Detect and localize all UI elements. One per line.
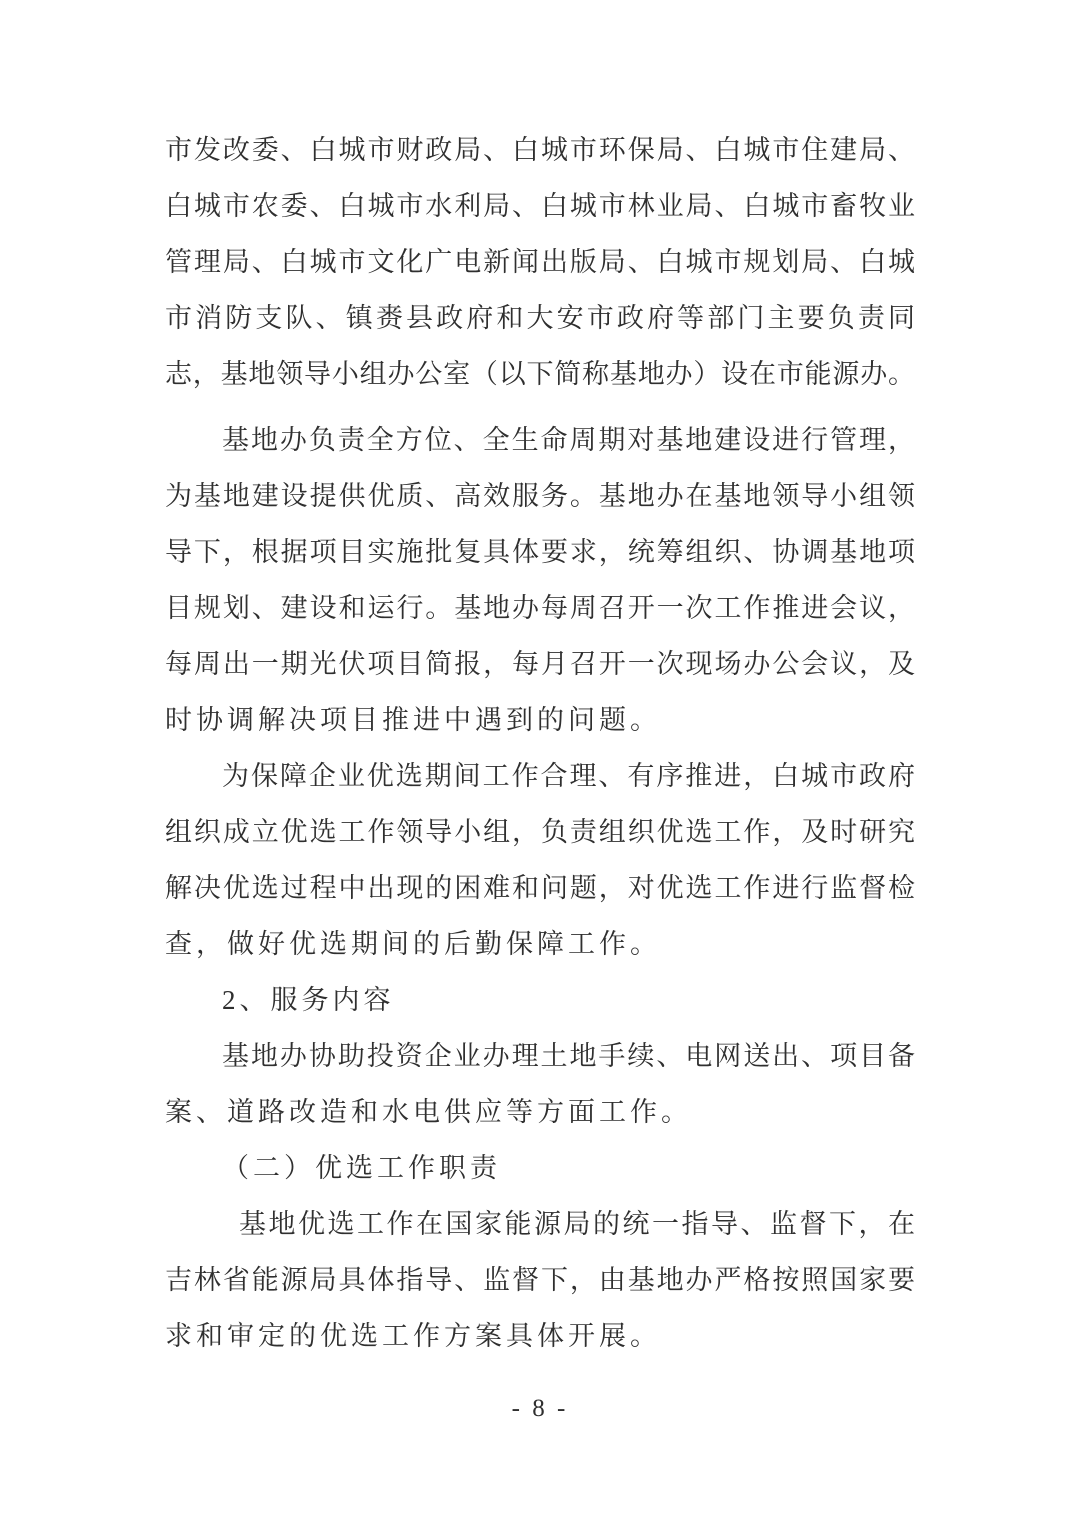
paragraph-selection-leading-group xyxy=(165,748,915,972)
text-line: 基地优选工作在国家能源局的统一指导、监督下，在 xyxy=(239,1209,915,1239)
text-line: 目规划、建设和运行。基地办每周召开一次工作推进会议， xyxy=(165,593,915,623)
text-line: 组织成立优选工作领导小组，负责组织优选工作，及时研究 xyxy=(165,817,915,847)
text-line: 导下，根据项目实施批复具体要求，统筹组织、协调基地项 xyxy=(165,537,915,567)
paragraph-selection-duties-body xyxy=(165,1196,915,1364)
text-line: 基地办负责全方位、全生命周期对基地建设进行管理， xyxy=(222,425,915,455)
text-line: 白城市农委、白城市水利局、白城市林业局、白城市畜牧业 xyxy=(165,191,915,221)
text-line: 市发改委、白城市财政局、白城市环保局、白城市住建局、 xyxy=(165,135,915,165)
text-line: 市消防支队、镇赉县政府和大安市政府等部门主要负责同 xyxy=(165,303,915,333)
heading-service-content xyxy=(165,972,915,1028)
heading-line: （二）优选工作职责 xyxy=(222,1153,501,1183)
page-number: - 8 - xyxy=(511,1395,569,1422)
paragraph-service-content-body xyxy=(165,1028,915,1140)
text-line: 基地办协助投资企业办理土地手续、电网送出、项目备 xyxy=(222,1041,915,1071)
text-line: 为保障企业优选期间工作合理、有序推进，白城市政府 xyxy=(222,761,915,791)
text-line: 管理局、白城市文化广电新闻出版局、白城市规划局、白城 xyxy=(165,247,915,277)
text-line: 每周出一期光伏项目简报，每月召开一次现场办公会议，及 xyxy=(165,649,915,679)
text-line: 为基地建设提供优质、高效服务。基地办在基地领导小组领 xyxy=(165,481,915,511)
heading-selection-duties xyxy=(165,1140,915,1196)
paragraph-base-office-duties xyxy=(165,412,915,748)
text-line: 查，做好优选期间的后勤保障工作。 xyxy=(165,929,661,959)
text-line: 案、道路改造和水电供应等方面工作。 xyxy=(165,1097,692,1127)
text-line: 解决优选过程中出现的困难和问题，对优选工作进行监督检 xyxy=(165,873,915,903)
text-line: 求和审定的优选工作方案具体开展。 xyxy=(165,1321,661,1351)
paragraph-leading-group-members xyxy=(165,122,915,402)
text-line: 时协调解决项目推进中遇到的问题。 xyxy=(165,705,661,735)
text-line: 吉林省能源局具体指导、监督下，由基地办严格按照国家要 xyxy=(165,1265,915,1295)
heading-line: 2、服务内容 xyxy=(222,985,395,1015)
text-line: 志，基地领导小组办公室（以下简称基地办）设在市能源办。 xyxy=(165,359,915,389)
